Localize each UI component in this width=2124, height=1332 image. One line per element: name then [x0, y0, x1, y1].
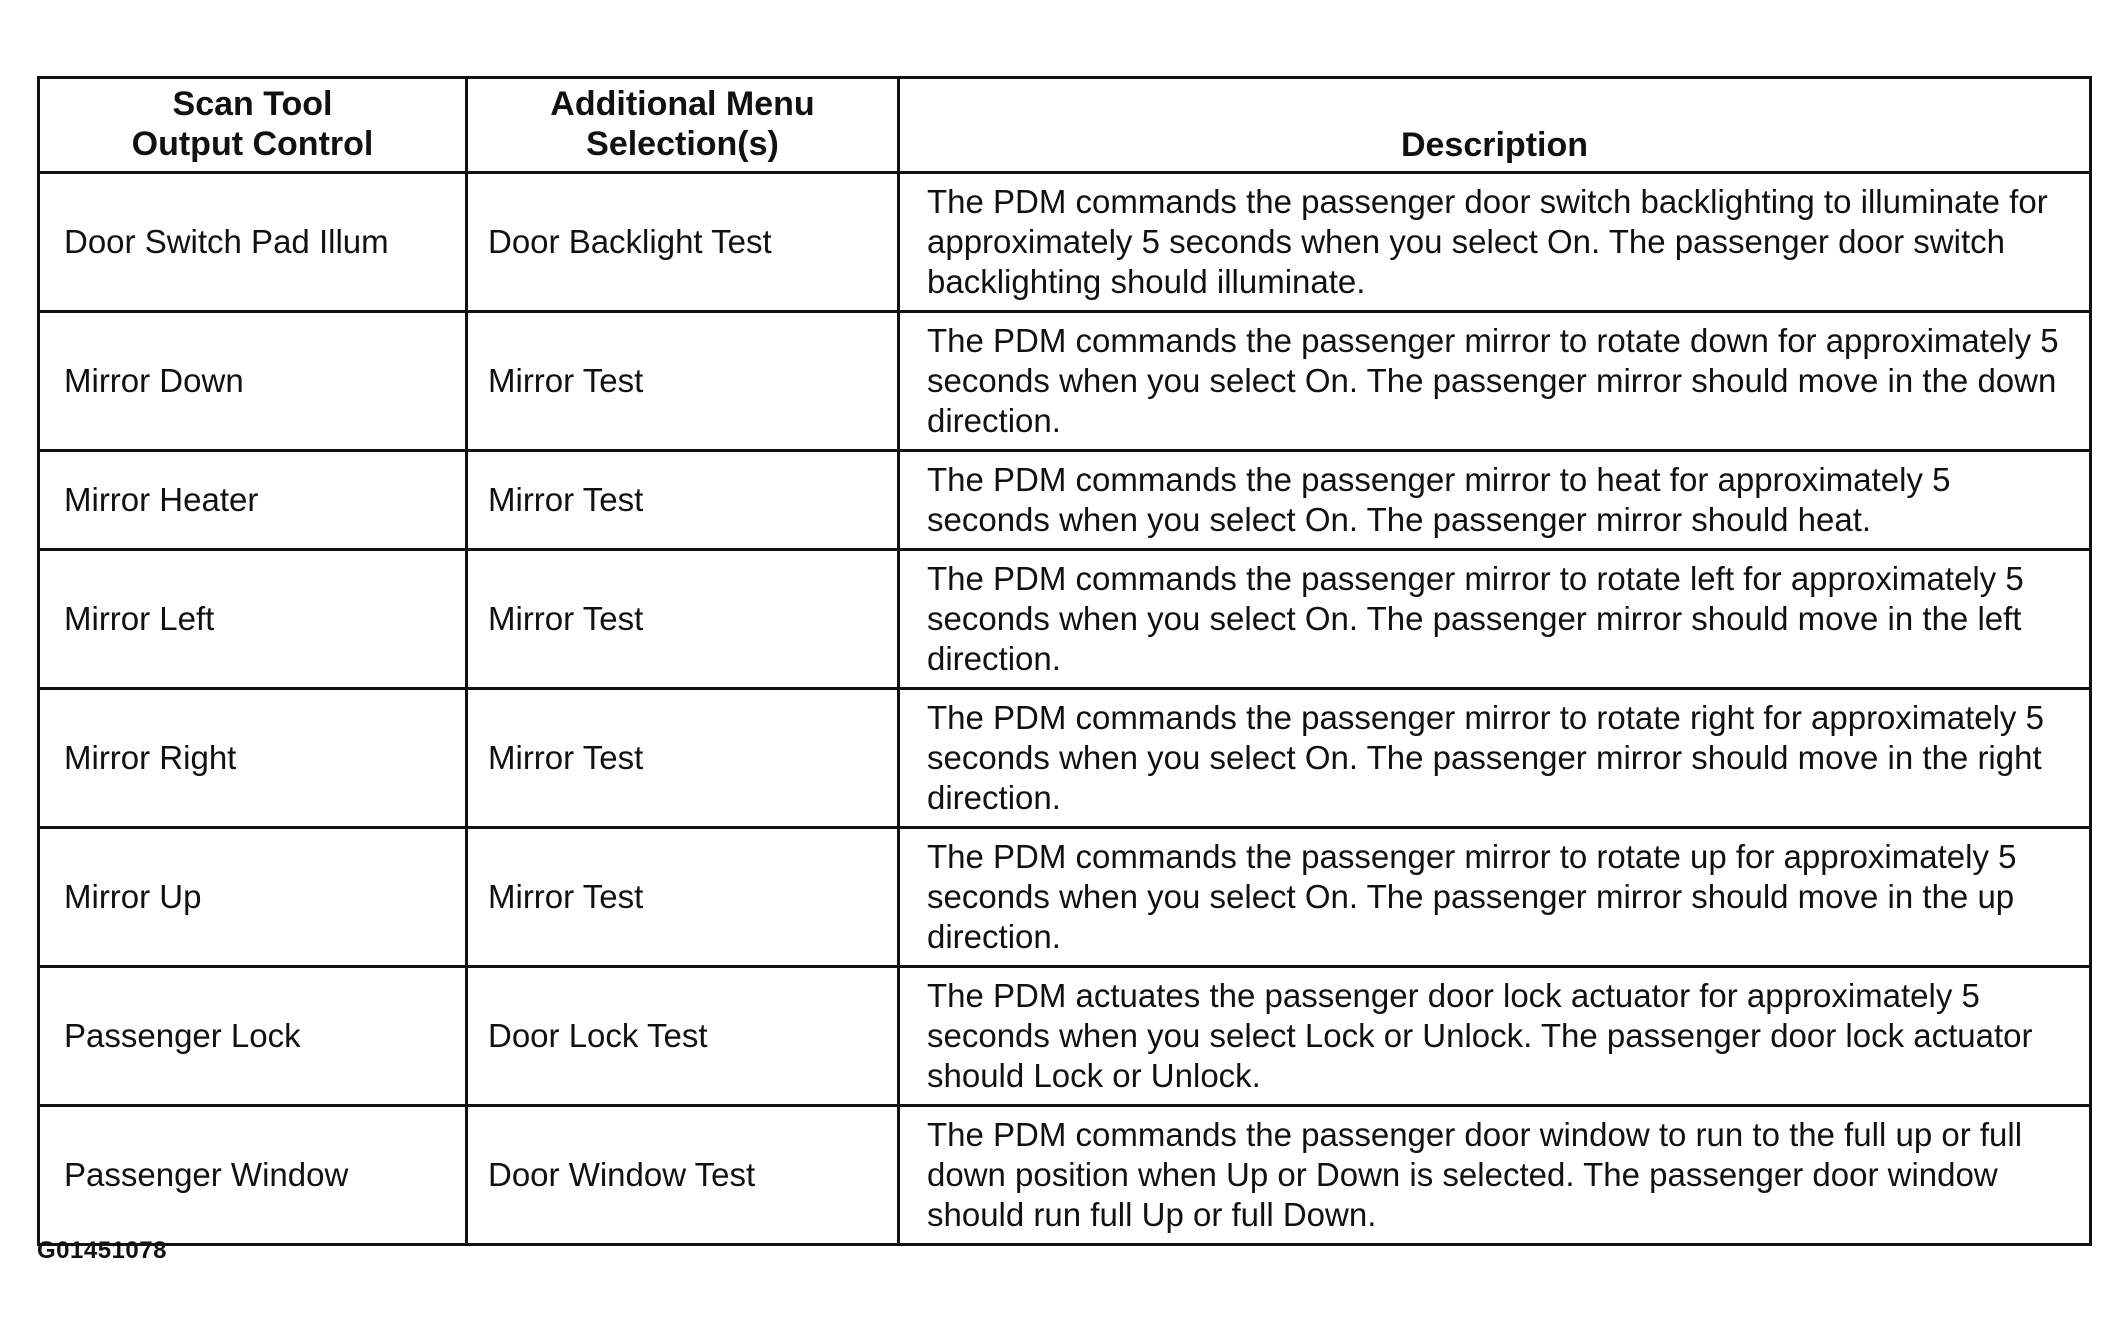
cell-output-control: Mirror Left	[39, 550, 467, 689]
header-menu-selection-label: Additional Menu Selection(s)	[550, 85, 815, 163]
table-row	[39, 828, 2091, 967]
table-header	[39, 78, 2091, 173]
cell-description: The PDM commands the passenger mirror to rotate up for approximately 5 seconds when you select On. The passenger mirror should move in the up direction.	[899, 828, 2091, 967]
table-body	[39, 173, 2091, 1245]
table-row	[39, 312, 2091, 451]
table-row	[39, 967, 2091, 1106]
cell-output-control: Passenger Lock	[39, 967, 467, 1106]
cell-description: The PDM commands the passenger door window to run to the full up or full down position when Up or Down is selected. The passenger door window should run full Up or full Down.	[899, 1106, 2091, 1245]
cell-menu-selection: Door Backlight Test	[467, 173, 899, 312]
cell-output-control: Door Switch Pad Illum	[39, 173, 467, 312]
cell-menu-selection: Mirror Test	[467, 451, 899, 550]
cell-description: The PDM commands the passenger mirror to rotate left for approximately 5 seconds when you select On. The passenger mirror should move in the left direction.	[899, 550, 2091, 689]
cell-description: The PDM commands the passenger mirror to rotate right for approximately 5 seconds when you select On. The passenger mirror should move in the right direction.	[899, 689, 2091, 828]
header-output-control-label: Scan Tool Output Control	[131, 85, 374, 163]
cell-output-control: Mirror Right	[39, 689, 467, 828]
cell-menu-selection: Mirror Test	[467, 550, 899, 689]
header-description	[899, 78, 2091, 173]
header-row	[39, 78, 2091, 173]
scan-tool-table-container	[37, 76, 2089, 1246]
figure-id: G01451078	[37, 1237, 167, 1264]
cell-description: The PDM actuates the passenger door lock actuator for approximately 5 seconds when you select Lock or Unlock. The passenger door lock actuator should Lock or Unlock.	[899, 967, 2091, 1106]
table-row	[39, 451, 2091, 550]
cell-output-control: Passenger Window	[39, 1106, 467, 1245]
cell-output-control: Mirror Heater	[39, 451, 467, 550]
scan-tool-output-control-table	[37, 76, 2092, 1246]
cell-description: The PDM commands the passenger mirror to rotate down for approximately 5 seconds when you select On. The passenger mirror should move in the down direction.	[899, 312, 2091, 451]
cell-menu-selection: Mirror Test	[467, 312, 899, 451]
table-row	[39, 173, 2091, 312]
cell-menu-selection: Door Window Test	[467, 1106, 899, 1245]
table-row	[39, 1106, 2091, 1245]
cell-description: The PDM commands the passenger mirror to heat for approximately 5 seconds when you select On. The passenger mirror should heat.	[899, 451, 2091, 550]
cell-output-control: Mirror Down	[39, 312, 467, 451]
cell-menu-selection: Door Lock Test	[467, 967, 899, 1106]
cell-menu-selection: Mirror Test	[467, 828, 899, 967]
header-description-label: Description	[1400, 126, 1589, 164]
cell-menu-selection: Mirror Test	[467, 689, 899, 828]
table-row	[39, 689, 2091, 828]
cell-output-control: Mirror Up	[39, 828, 467, 967]
cell-description: The PDM commands the passenger door switch backlighting to illuminate for approximately 5 seconds when you select On. The passenger door switch backlighting should illuminate.	[899, 173, 2091, 312]
header-output-control	[39, 78, 467, 173]
header-menu-selection	[467, 78, 899, 173]
table-row	[39, 550, 2091, 689]
